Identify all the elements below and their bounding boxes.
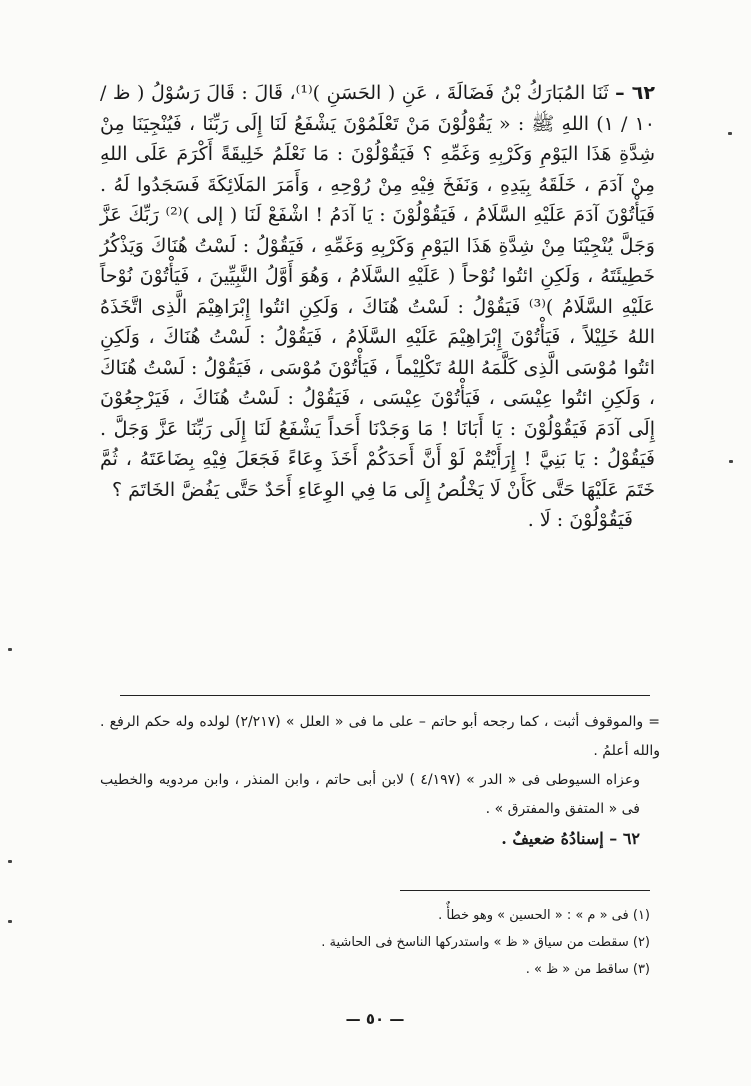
isnad-grade: ٦٢ – إسنادُهُ ضعيفٌ .	[501, 829, 640, 848]
footnotes-divider	[400, 890, 650, 891]
hadith-paragraph	[100, 78, 655, 536]
footnotes-list	[200, 902, 650, 983]
hadith-text: ثَنَا المُبَارَكُ بْنُ فَضَالَةَ ، عَنِ ( الحَسَنِ )⁽¹⁾، قَالَ : قَالَ رَسُوْلُ ( ظ / ١٠ / ١) اللهِ ﷺ : « يَقُوْلُوْنَ مَنْ تَعْلَمُوْنَ يَشْفَعُ لَنَا إِلَى رَبِّنَا ، فَيُنْجِيَنَا مِنْ شِدَّةِ هَذَا اليَوْمِ وَكَرْبِهِ وَغَمِّهِ ؟ فَيَقُوْلُوْنَ : مَا نَعْلَمُ خَلِيقَةً أَكْرَمَ عَلَى اللهِ مِنْ آدَمَ ، خَلَقَهُ بِيَدِهِ ، وَنَفَخَ فِيْهِ مِنْ رُوْحِهِ ، وَأَمَرَ المَلَائِكَةَ فَسَجَدُوا لَهُ . فَيَأْتُوْنَ آدَمَ عَلَيْهِ السَّلَامُ ، فَيَقُوْلُوْنَ : يَا آدَمُ ! اشْفَعْ لَنَا ( إلى )⁽²⁾ رَبِّكَ عَزَّ وَجَلَّ يُنْجِيْنَا مِنْ شِدَّةِ هَذَا اليَوْمِ وَكَرْبِهِ وَغَمِّهِ ، فَيَقُوْلُ : لَسْتُ هُنَاكَ وَيَذْكُرُ خَطِيئَتَهُ ، وَلَكِنِ ائتُوا نُوْحاً ( عَلَيْهِ السَّلَامُ ، وَهُوَ أَوَّلُ النَّبِيِّينَ ، فَيَأْتُوْنَ نُوْحاً عَلَيْهِ السَّلَامُ )⁽³⁾ فَيَقُوْلُ : لَسْتُ هُنَاكَ ، وَلَكِنِ ائتُوا إِبْرَاهِيْمَ الَّذِى اتَّخَذَهُ اللهُ خَلِيْلاً ، فَيَأْتُوْنَ إِبْرَاهِيْمَ عَلَيْهِ السَّلَامُ ، فَيَقُوْلُ : لَسْتُ هُنَاكَ ، وَلَكِنِ ائتُوا مُوْسَى الَّذِى كَلَّمَهُ اللهُ تَكْلِيْماً ، فَيَأْتُوْنَ مُوْسَى ، فَيَقُوْلُ : لَسْتُ هُنَاكَ ، وَلَكِنِ ائتُوا عِيْسَى ، فَيَأْتُوْنَ عِيْسَى ، فَيَقُوْلُ : لَسْتُ هُنَاكَ ، فَيَرْجِعُوْنَ إِلَى آدَمَ فَيَقُوْلُوْنَ : يَا أَبَانَا ! مَا وَجَدْنَا أَحَداً يَشْفَعُ لَنَا إِلَى رَبِّنَا عَزَّ وَجَلَّ . فَيَقُوْلُ : يَا بَنِيَّ ! إِرَأَيْتُمْ لَوْ أَنَّ أَحَدَكُمْ أَخَذَ وِعَاءً فَجَعَلَ فِيْهِ بِضَاعَتَهُ ، ثُمَّ خَتَمَ عَلَيْهَا حَتَّى كَأَنْ لَا يَخْلُصُ إِلَى مَا فِي الوِعَاءِ أَحَدٌ حَتَّى يَفُضَّ الخَاتَمَ ؟	[100, 82, 656, 501]
notes-divider	[120, 695, 650, 696]
page-number: — ٥٠ —	[345, 1010, 405, 1028]
footnote-item: (٣) ساقط من « ظ » .	[525, 962, 650, 977]
commentary-continuation: = والموقوف أثبت ، كما رجحه أبو حاتم – على ما فى « العلل » (٢/٢١٧) لولده وله حكم الرفع . والله أعلمُ .	[100, 714, 660, 759]
footnote-item: (٢) سقطت من سياق « ظ » واستدركها الناسخ فى الحاشية .	[321, 935, 650, 950]
margin-speck	[8, 860, 12, 863]
hadith-body	[100, 78, 655, 536]
hadith-number: ٦٢ –	[615, 82, 655, 104]
commentary	[100, 708, 660, 853]
footnote-item: (١) فى « م » : « الحسين » وهو خطأٌ .	[438, 908, 650, 923]
hadith-answer: فَيَقُوْلُوْنَ : لَا .	[527, 509, 633, 531]
margin-speck	[8, 920, 12, 923]
margin-speck	[8, 648, 12, 651]
commentary-attribution: وعزاه السيوطى فى « الدر » (٤/١٩٧ ) لابن أبى حاتم ، وابن المنذر ، وابن مردويه والخطيب فى « المتفق والمفترق » .	[100, 772, 640, 817]
margin-speck	[728, 132, 732, 135]
margin-speck	[729, 460, 733, 463]
